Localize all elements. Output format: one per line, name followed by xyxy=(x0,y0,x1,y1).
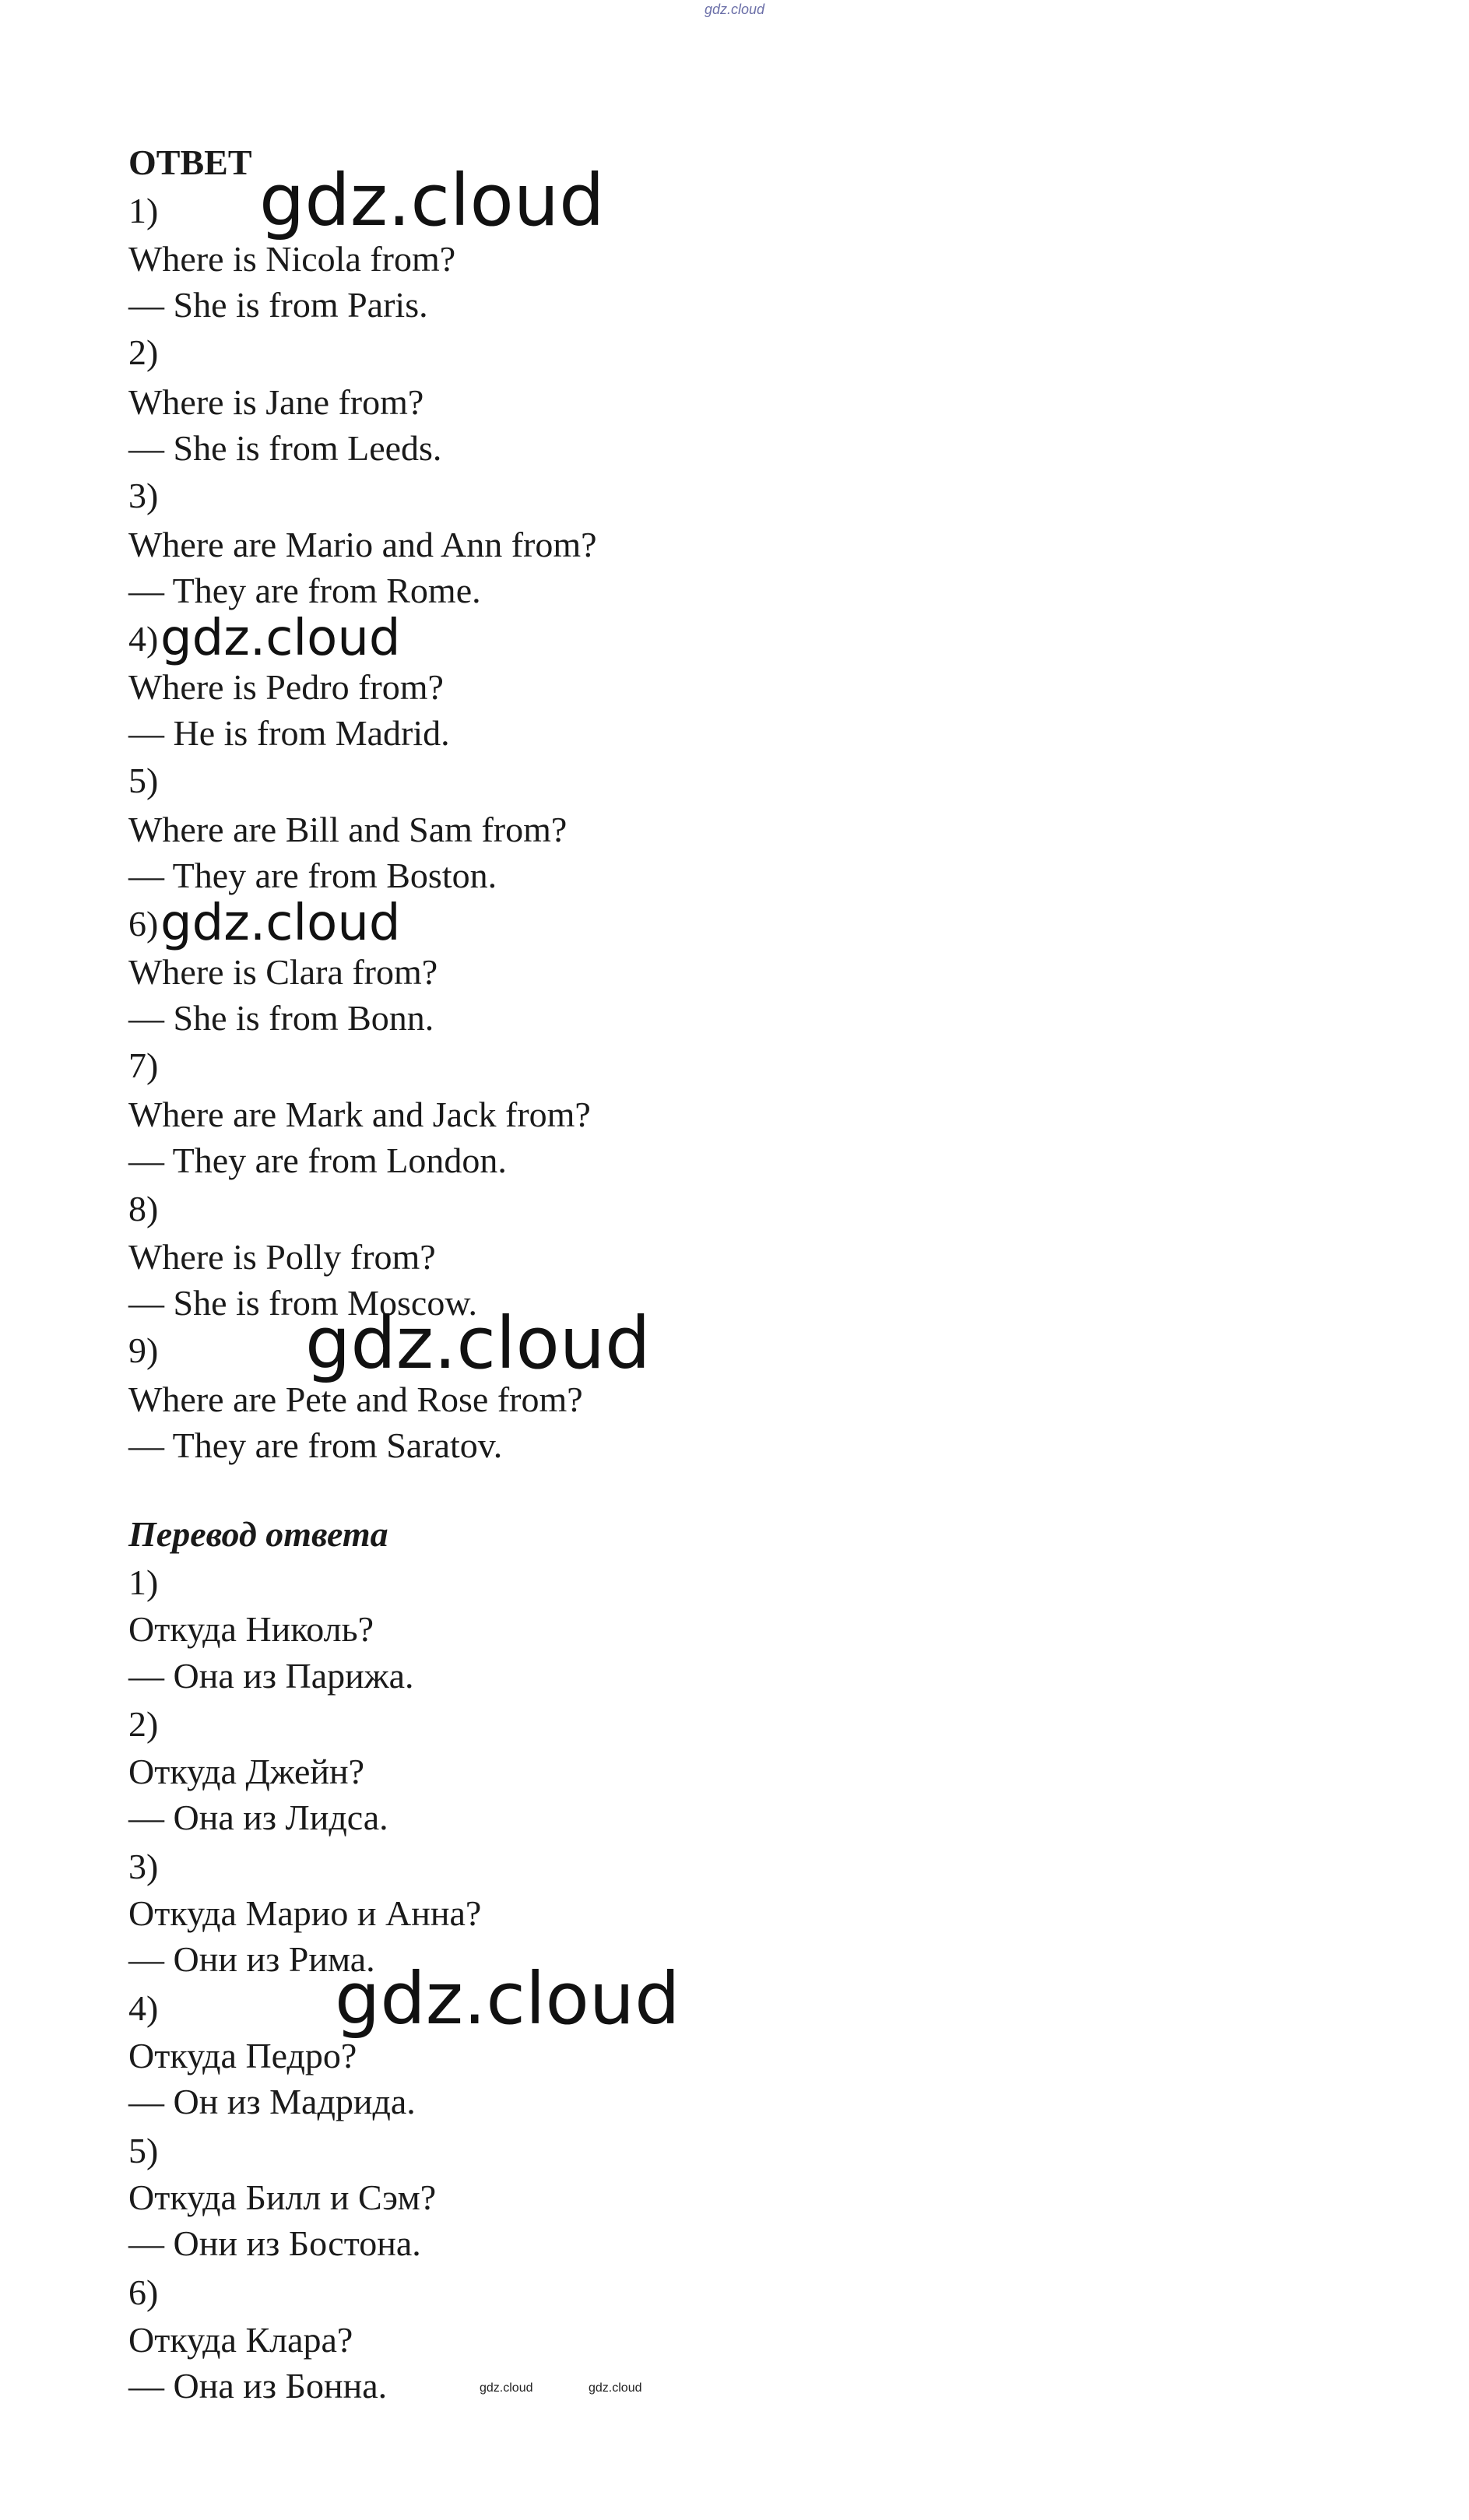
translation-question: Откуда Марио и Анна? xyxy=(128,1893,482,1933)
translation-reply: — Она из Парижа. xyxy=(128,1656,414,1696)
answer-question: Where are Mark and Jack from? xyxy=(128,1095,591,1134)
watermark: gdz.cloud xyxy=(589,2381,642,2395)
answer-item-number: 3) xyxy=(128,476,159,515)
answer-question: Where are Mario and Ann from? xyxy=(128,525,597,564)
watermark: gdz.cloud xyxy=(335,1957,680,2040)
answer-heading: ОТВЕТ xyxy=(128,142,252,182)
answer-reply: — She is from Paris. xyxy=(128,285,428,325)
watermark: gdz.cloud xyxy=(259,159,605,242)
translation-reply: — Они из Рима. xyxy=(128,1939,375,1979)
answer-reply: — They are from Saratov. xyxy=(128,1425,503,1465)
translation-question: Откуда Педро? xyxy=(128,2036,357,2075)
answer-reply: — They are from Boston. xyxy=(128,856,497,895)
answer-reply: — She is from Moscow. xyxy=(128,1283,478,1323)
translation-item-number: 4) xyxy=(128,1988,159,2028)
translation-reply: — Он из Мадрида. xyxy=(128,2082,416,2121)
translation-heading: Перевод ответа xyxy=(128,1514,388,1554)
answer-question: Where is Clara from? xyxy=(128,952,438,992)
answer-reply: — They are from London. xyxy=(128,1141,507,1180)
answer-item-number: 7) xyxy=(128,1046,159,1085)
answer-item-number: 2) xyxy=(128,332,159,372)
answer-item-number: 8) xyxy=(128,1189,159,1228)
translation-reply: — Они из Бостона. xyxy=(128,2223,421,2263)
watermark: gdz.cloud xyxy=(160,894,401,952)
translation-question: Откуда Джейн? xyxy=(128,1752,365,1791)
translation-question: Откуда Николь? xyxy=(128,1609,374,1649)
translation-item-number: 5) xyxy=(128,2131,159,2170)
answer-item-number: 6) xyxy=(128,904,159,944)
answer-question: Where are Bill and Sam from? xyxy=(128,810,568,849)
watermark: gdz.cloud xyxy=(305,1302,651,1385)
answer-question: Where is Polly from? xyxy=(128,1237,436,1277)
answer-question: Where are Pete and Rose from? xyxy=(128,1379,583,1419)
answer-item-number: 1) xyxy=(128,191,159,230)
translation-item-number: 2) xyxy=(128,1704,159,1744)
watermark: gdz.cloud xyxy=(480,2381,533,2395)
answer-item-number: 5) xyxy=(128,761,159,800)
answer-reply: — He is from Madrid. xyxy=(128,713,450,753)
translation-item-number: 1) xyxy=(128,1562,159,1602)
answer-reply: — She is from Leeds. xyxy=(128,428,442,468)
answer-question: Where is Pedro from? xyxy=(128,667,444,707)
answer-question: Where is Jane from? xyxy=(128,382,424,422)
answer-item-number: 9) xyxy=(128,1330,159,1370)
translation-item-number: 6) xyxy=(128,2272,159,2312)
translation-question: Откуда Клара? xyxy=(128,2320,353,2360)
answer-question: Where is Nicola from? xyxy=(128,239,456,279)
translation-question: Откуда Билл и Сэм? xyxy=(128,2177,437,2217)
answer-reply: — They are from Rome. xyxy=(128,571,481,610)
translation-reply: — Она из Лидса. xyxy=(128,1798,388,1837)
translation-reply: — Она из Бонна. xyxy=(128,2366,388,2406)
top-watermark: gdz.cloud xyxy=(704,2,765,17)
answer-reply: — She is from Bonn. xyxy=(128,998,434,1038)
translation-item-number: 3) xyxy=(128,1847,159,1886)
watermark: gdz.cloud xyxy=(160,610,401,667)
answer-item-number: 4) xyxy=(128,619,159,659)
